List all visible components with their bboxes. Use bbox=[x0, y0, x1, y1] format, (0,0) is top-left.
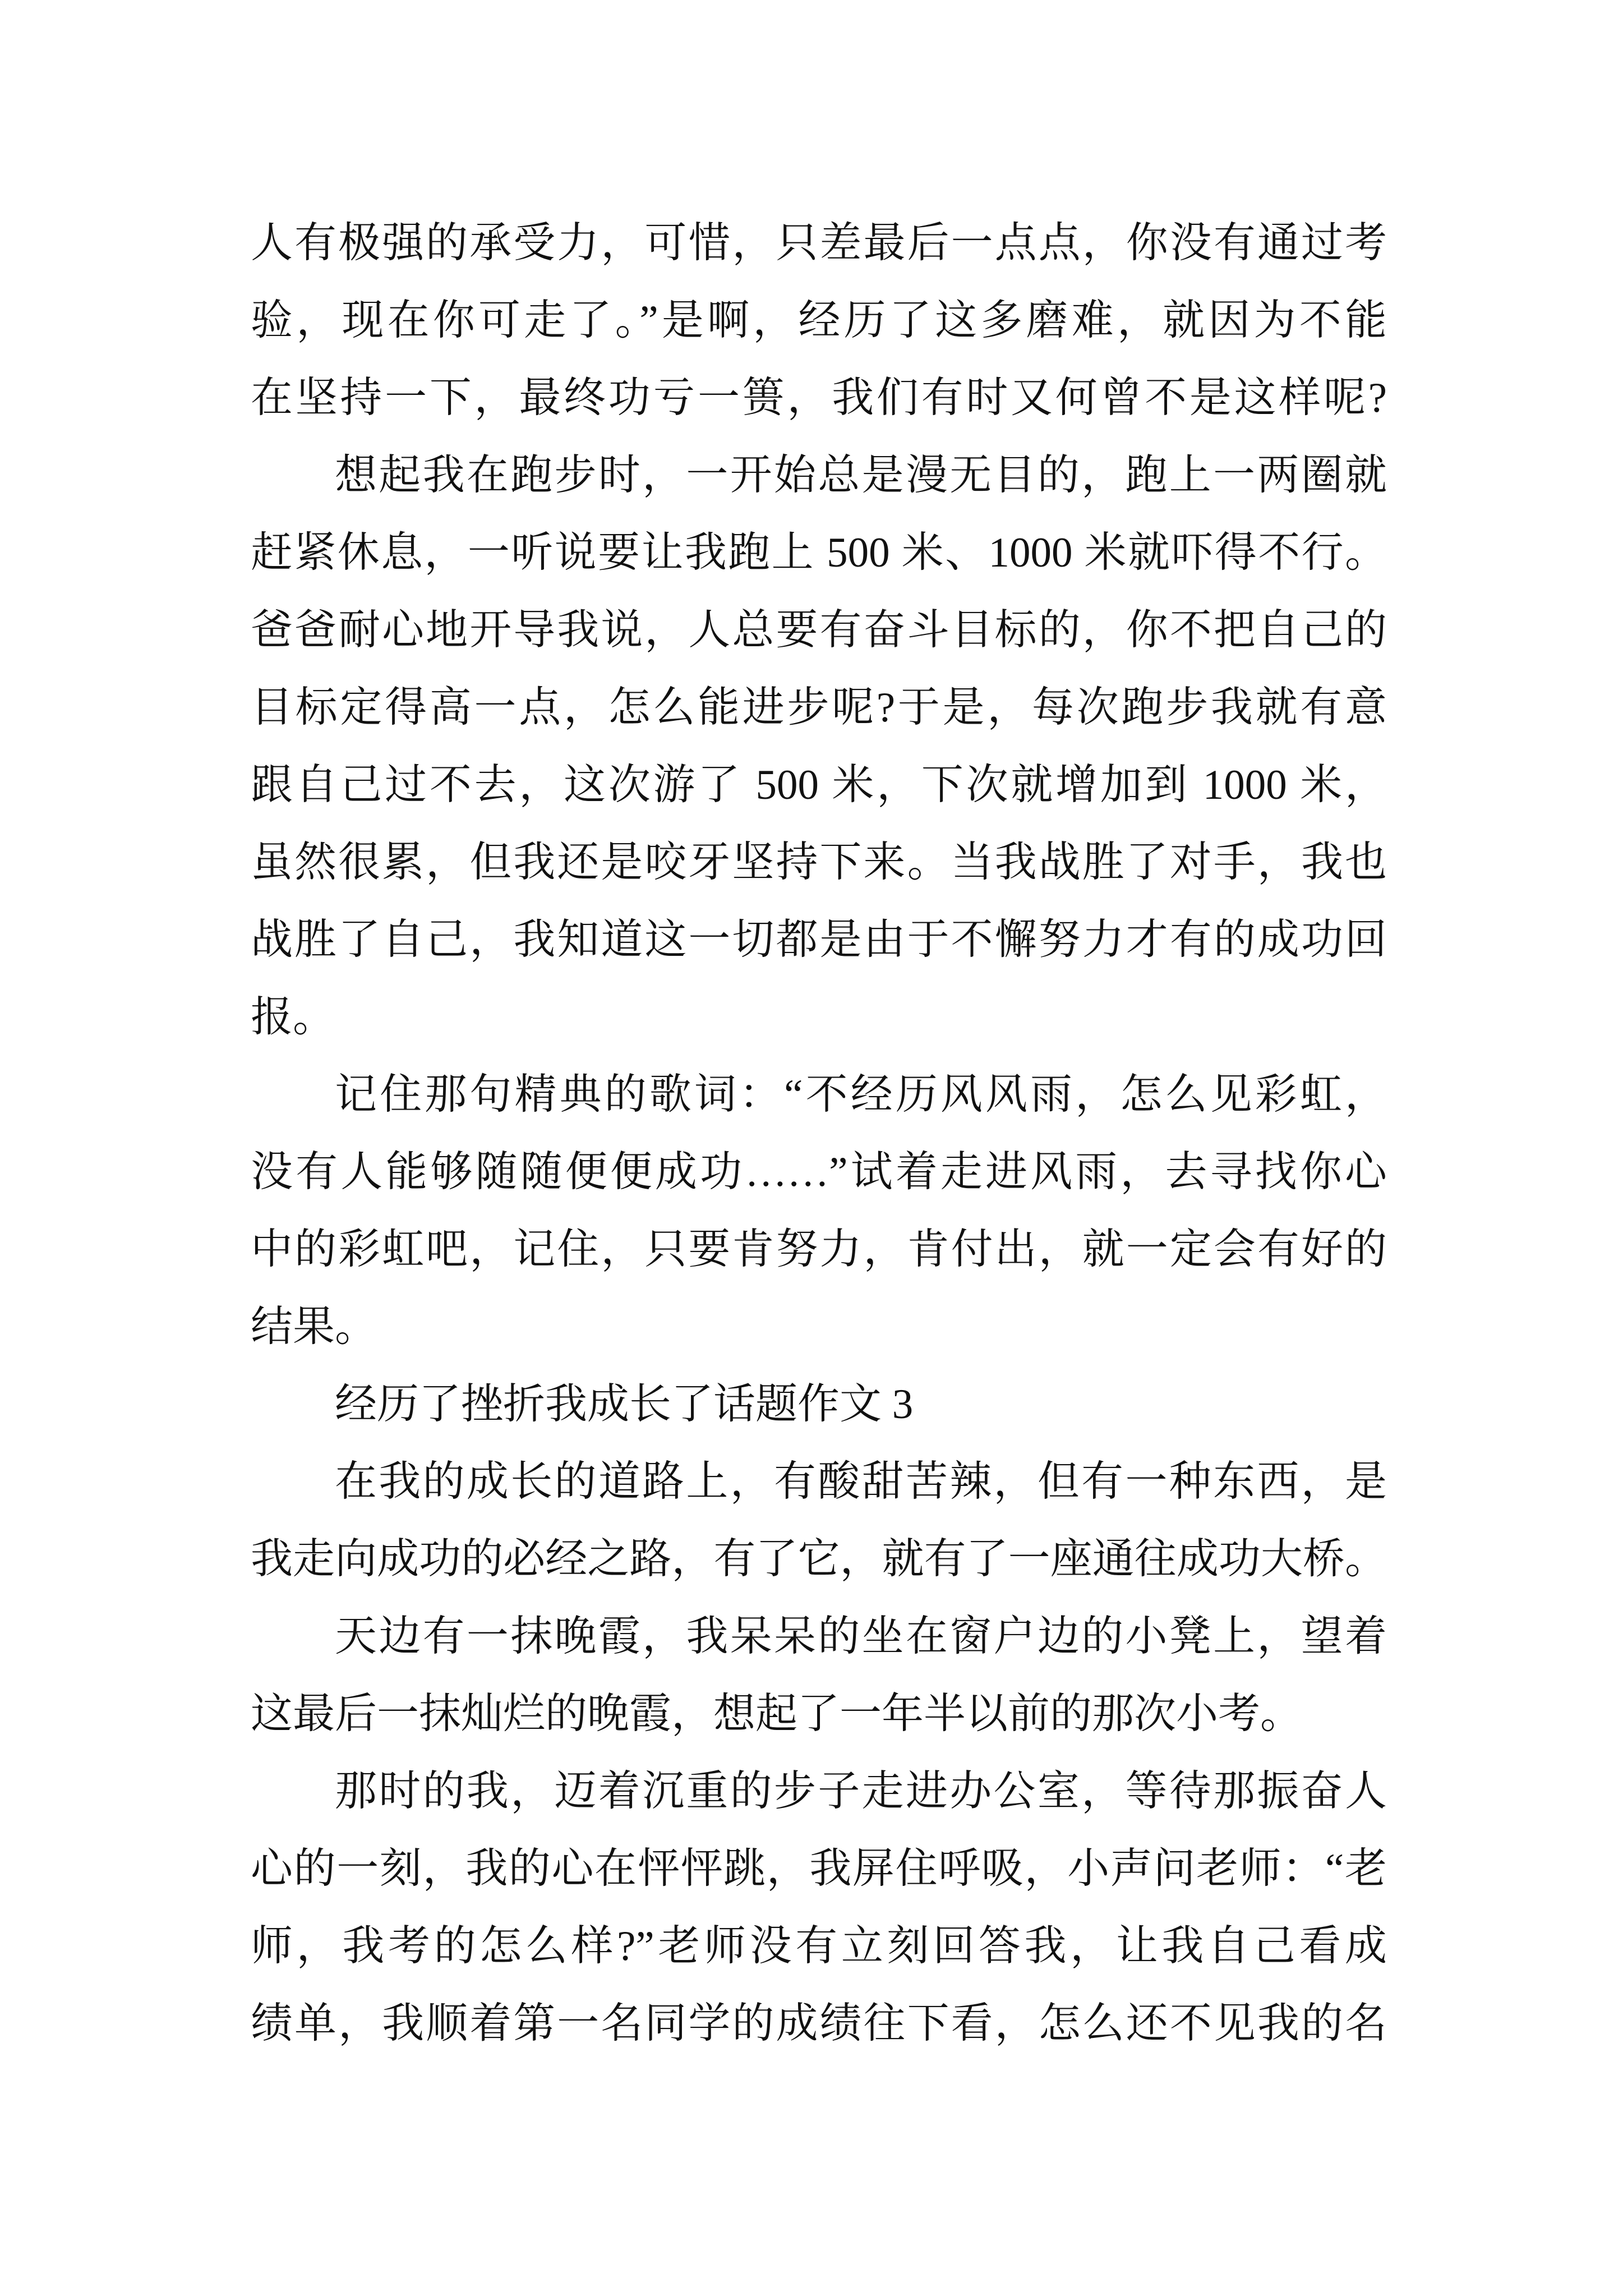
paragraph bbox=[251, 205, 1387, 437]
text-line: 在我的成长的道路上，有酸甜苦辣，但有一种东西，是 bbox=[335, 1458, 1387, 1505]
text-line: 天边有一抹晚霞，我呆呆的坐在窗户边的小凳上，望着 bbox=[335, 1613, 1387, 1660]
paragraph bbox=[251, 1753, 1387, 2063]
paragraph bbox=[251, 437, 1387, 1056]
section-heading bbox=[251, 1366, 1387, 1443]
heading-text: 经历了挫折我成长了话题作文 3 bbox=[335, 1381, 914, 1428]
text-line: 中的彩虹吧，记住，只要肯努力，肯付出，就一定会有好的 bbox=[251, 1226, 1387, 1273]
text-line: 想起我在跑步时，一开始总是漫无目的，跑上一两圈就 bbox=[335, 452, 1387, 499]
text-line: 虽然很累，但我还是咬牙坚持下来。当我战胜了对手，我也 bbox=[251, 839, 1387, 886]
text-line: 绩单，我顺着第一名同学的成绩往下看，怎么还不见我的名 bbox=[251, 2000, 1387, 2047]
text-line: 师，我考的怎么样?”老师没有立刻回答我，让我自己看成 bbox=[251, 1923, 1387, 1970]
text-line: 跟自己过不去，这次游了 500 米，下次就增加到 1000 米， bbox=[251, 762, 1387, 808]
text-line: 人有极强的承受力，可惜，只差最后一点点，你没有通过考 bbox=[251, 220, 1387, 266]
text-line: 在坚持一下，最终功亏一篑，我们有时又何曾不是这样呢? bbox=[251, 375, 1387, 421]
text-line: 报。 bbox=[251, 994, 335, 1041]
text-line: 没有人能够随随便便成功……”试着走进风雨，去寻找你心 bbox=[251, 1149, 1387, 1195]
text-line: 赶紧休息，一听说要让我跑上 500 米、1000 米就吓得不行。 bbox=[251, 530, 1387, 576]
text-line: 那时的我，迈着沉重的步子走进办公室，等待那振奋人 bbox=[335, 1768, 1387, 1815]
paragraph bbox=[251, 1598, 1387, 1753]
text-line: 我走向成功的必经之路，有了它，就有了一座通往成功大桥。 bbox=[251, 1536, 1387, 1582]
text-line: 验，现在你可走了。”是啊，经历了这多磨难，就因为不能 bbox=[251, 297, 1387, 344]
text-line: 目标定得高一点，怎么能进步呢?于是，每次跑步我就有意 bbox=[251, 684, 1387, 731]
document-body bbox=[251, 205, 1387, 2063]
text-line: 结果。 bbox=[251, 1304, 377, 1350]
text-line: 心的一刻，我的心在怦怦跳，我屏住呼吸，小声问老师：“老 bbox=[251, 1846, 1387, 1892]
paragraph bbox=[251, 1056, 1387, 1366]
text-line: 记住那句精典的歌词：“不经历风风雨，怎么见彩虹， bbox=[335, 1071, 1387, 1118]
text-line: 战胜了自己，我知道这一切都是由于不懈努力才有的成功回 bbox=[251, 917, 1387, 963]
text-line: 爸爸耐心地开导我说，人总要有奋斗目标的，你不把自己的 bbox=[251, 607, 1387, 654]
paragraph bbox=[251, 1443, 1387, 1598]
text-line: 这最后一抹灿烂的晚霞，想起了一年半以前的那次小考。 bbox=[251, 1691, 1303, 1737]
